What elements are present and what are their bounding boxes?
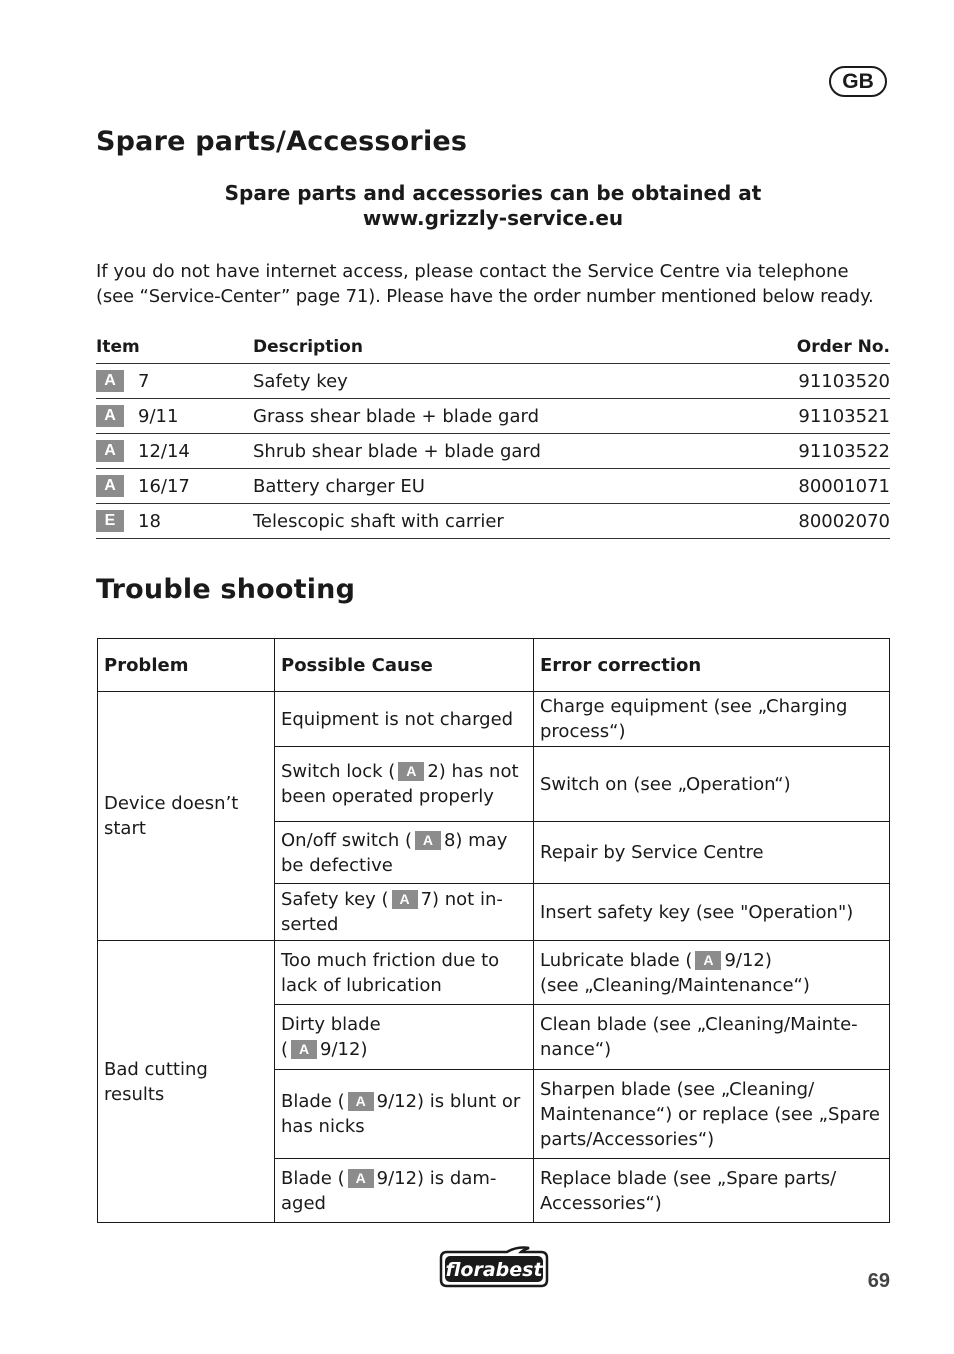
- trouble-row: [98, 941, 890, 1005]
- problem-cell: [98, 941, 275, 1223]
- part-description: Shrub shear blade + blade gard: [253, 440, 541, 462]
- item-number: 18: [138, 510, 161, 532]
- correction-line-1: Clean blade (see „Cleaning/Mainte-: [540, 1014, 858, 1035]
- cause-cell: Too much friction due to lack of lubrication: [275, 941, 534, 1005]
- figure-ref-icon: A: [392, 890, 418, 909]
- spare-parts-row: [96, 364, 890, 399]
- figure-ref-icon: A: [96, 405, 124, 427]
- cause-text: Blade (: [281, 1091, 345, 1112]
- order-number: 91103521: [798, 405, 890, 427]
- figure-ref-icon: A: [96, 475, 124, 497]
- correction-cell: [534, 1005, 890, 1070]
- figure-ref-icon: A: [695, 951, 721, 970]
- correction-line-2: Maintenance“) or replace (see „Spare: [540, 1103, 880, 1125]
- cause-text: 9/12) is blunt or has nicks: [281, 1091, 521, 1137]
- correction-cell: [534, 1159, 890, 1223]
- spare-parts-row: [96, 504, 890, 539]
- correction-text: Lubricate blade (: [540, 949, 693, 971]
- trouble-shooting-table: [97, 638, 890, 1223]
- notice-line-1: Spare parts and accessories can be obtained at: [224, 181, 762, 205]
- trouble-row: [98, 692, 890, 747]
- item-number: 12/14: [138, 440, 190, 462]
- order-number: 80001071: [798, 475, 890, 497]
- correction-cell: Switch on (see „Operation“): [534, 747, 890, 822]
- correction-line-1: Replace blade (see „Spare parts/: [540, 1167, 837, 1189]
- spare-parts-header-row: [96, 331, 890, 364]
- cause-text: 9/12) is dam-aged: [281, 1167, 497, 1214]
- figure-ref-icon: A: [348, 1092, 374, 1111]
- order-number: 91103520: [798, 370, 890, 392]
- cause-cell: [275, 1070, 534, 1159]
- language-badge-label: GB: [842, 69, 874, 93]
- part-description: Battery charger EU: [253, 475, 425, 497]
- header-item: Item: [96, 337, 140, 357]
- item-number: 7: [138, 370, 150, 392]
- problem-line-1: Device doesn’t: [104, 793, 239, 814]
- item-number: 16/17: [138, 475, 190, 497]
- cause-cell: [275, 747, 534, 822]
- spare-parts-table: [96, 331, 890, 539]
- correction-line-1: Charge equipment (see „Charging: [540, 696, 848, 717]
- cause-cell: [275, 1005, 534, 1070]
- cause-text: 7) not in-serted: [281, 889, 503, 935]
- figure-ref-icon: A: [291, 1040, 317, 1059]
- part-description: Telescopic shaft with carrier: [253, 510, 504, 532]
- spare-parts-row: [96, 434, 890, 469]
- florabest-logo: [437, 1244, 551, 1290]
- part-description: Grass shear blade + blade gard: [253, 405, 539, 427]
- spare-parts-row: [96, 399, 890, 434]
- problem-line-1: Bad cutting results: [104, 1058, 208, 1105]
- correction-line-2: process“): [540, 721, 626, 742]
- part-description: Safety key: [253, 370, 348, 392]
- figure-ref-icon: A: [96, 440, 124, 462]
- header-error-correction: Error correction: [534, 639, 890, 692]
- language-badge: [829, 66, 887, 97]
- problem-line-2: start: [104, 818, 146, 839]
- figure-ref-icon: A: [415, 831, 441, 850]
- spare-parts-notice: [96, 181, 890, 231]
- correction-line-1: Sharpen blade (see „Cleaning/: [540, 1078, 815, 1100]
- header-problem: Problem: [98, 639, 275, 692]
- correction-cell: [534, 1070, 890, 1159]
- correction-line-2: Accessories“): [540, 1192, 662, 1214]
- spare-parts-row: [96, 469, 890, 504]
- figure-ref-icon: A: [348, 1169, 374, 1188]
- logo-text: florabest: [445, 1259, 543, 1281]
- correction-cell: Insert safety key (see "Operation"): [534, 884, 890, 941]
- correction-line-3: parts/Accessories“): [540, 1128, 715, 1150]
- cause-text: Switch lock (: [281, 761, 396, 782]
- header-possible-cause: Possible Cause: [275, 639, 534, 692]
- cause-cell: [275, 884, 534, 941]
- figure-ref-icon: A: [96, 370, 124, 392]
- page-number: 69: [867, 1270, 890, 1292]
- service-url: www.grizzly-service.eu: [362, 206, 624, 230]
- cause-cell: [275, 822, 534, 884]
- header-description: Description: [253, 337, 363, 357]
- correction-cell: [534, 941, 890, 1005]
- cause-cell: Equipment is not charged: [275, 692, 534, 747]
- cause-text: 8) may be defective: [281, 829, 508, 876]
- intro-paragraph: [96, 259, 896, 309]
- correction-line-2: (see „Cleaning/Maintenance“): [540, 974, 810, 996]
- cause-text: On/off switch (: [281, 829, 412, 851]
- problem-cell: [98, 692, 275, 941]
- order-number: 91103522: [798, 440, 890, 462]
- trouble-header-row: [98, 639, 890, 692]
- intro-line-1: If you do not have internet access, please contact the Service Centre via telephone: [96, 261, 849, 282]
- cause-text: Dirty blade: [281, 1014, 381, 1035]
- cause-text: Safety key (: [281, 889, 389, 910]
- order-number: 80002070: [798, 510, 890, 532]
- correction-text: 9/12): [724, 949, 772, 971]
- correction-cell: Repair by Service Centre: [534, 822, 890, 884]
- cause-cell: [275, 1159, 534, 1223]
- cause-text: 2) has not been operated properly: [281, 761, 519, 807]
- correction-line-2: nance“): [540, 1039, 612, 1060]
- item-number: 9/11: [138, 405, 179, 427]
- correction-cell: [534, 692, 890, 747]
- cause-text: 9/12): [320, 1039, 368, 1060]
- cause-text: (: [281, 1039, 289, 1060]
- spare-parts-heading: Spare parts/Accessories: [96, 126, 468, 157]
- figure-ref-icon: E: [96, 510, 124, 532]
- intro-line-2: (see “Service-Center” page 71). Please have the order number mentioned below ready.: [96, 286, 874, 307]
- cause-text: Blade (: [281, 1167, 345, 1189]
- header-order-no: Order No.: [796, 337, 890, 357]
- trouble-shooting-heading: Trouble shooting: [96, 574, 356, 605]
- figure-ref-icon: A: [398, 762, 424, 781]
